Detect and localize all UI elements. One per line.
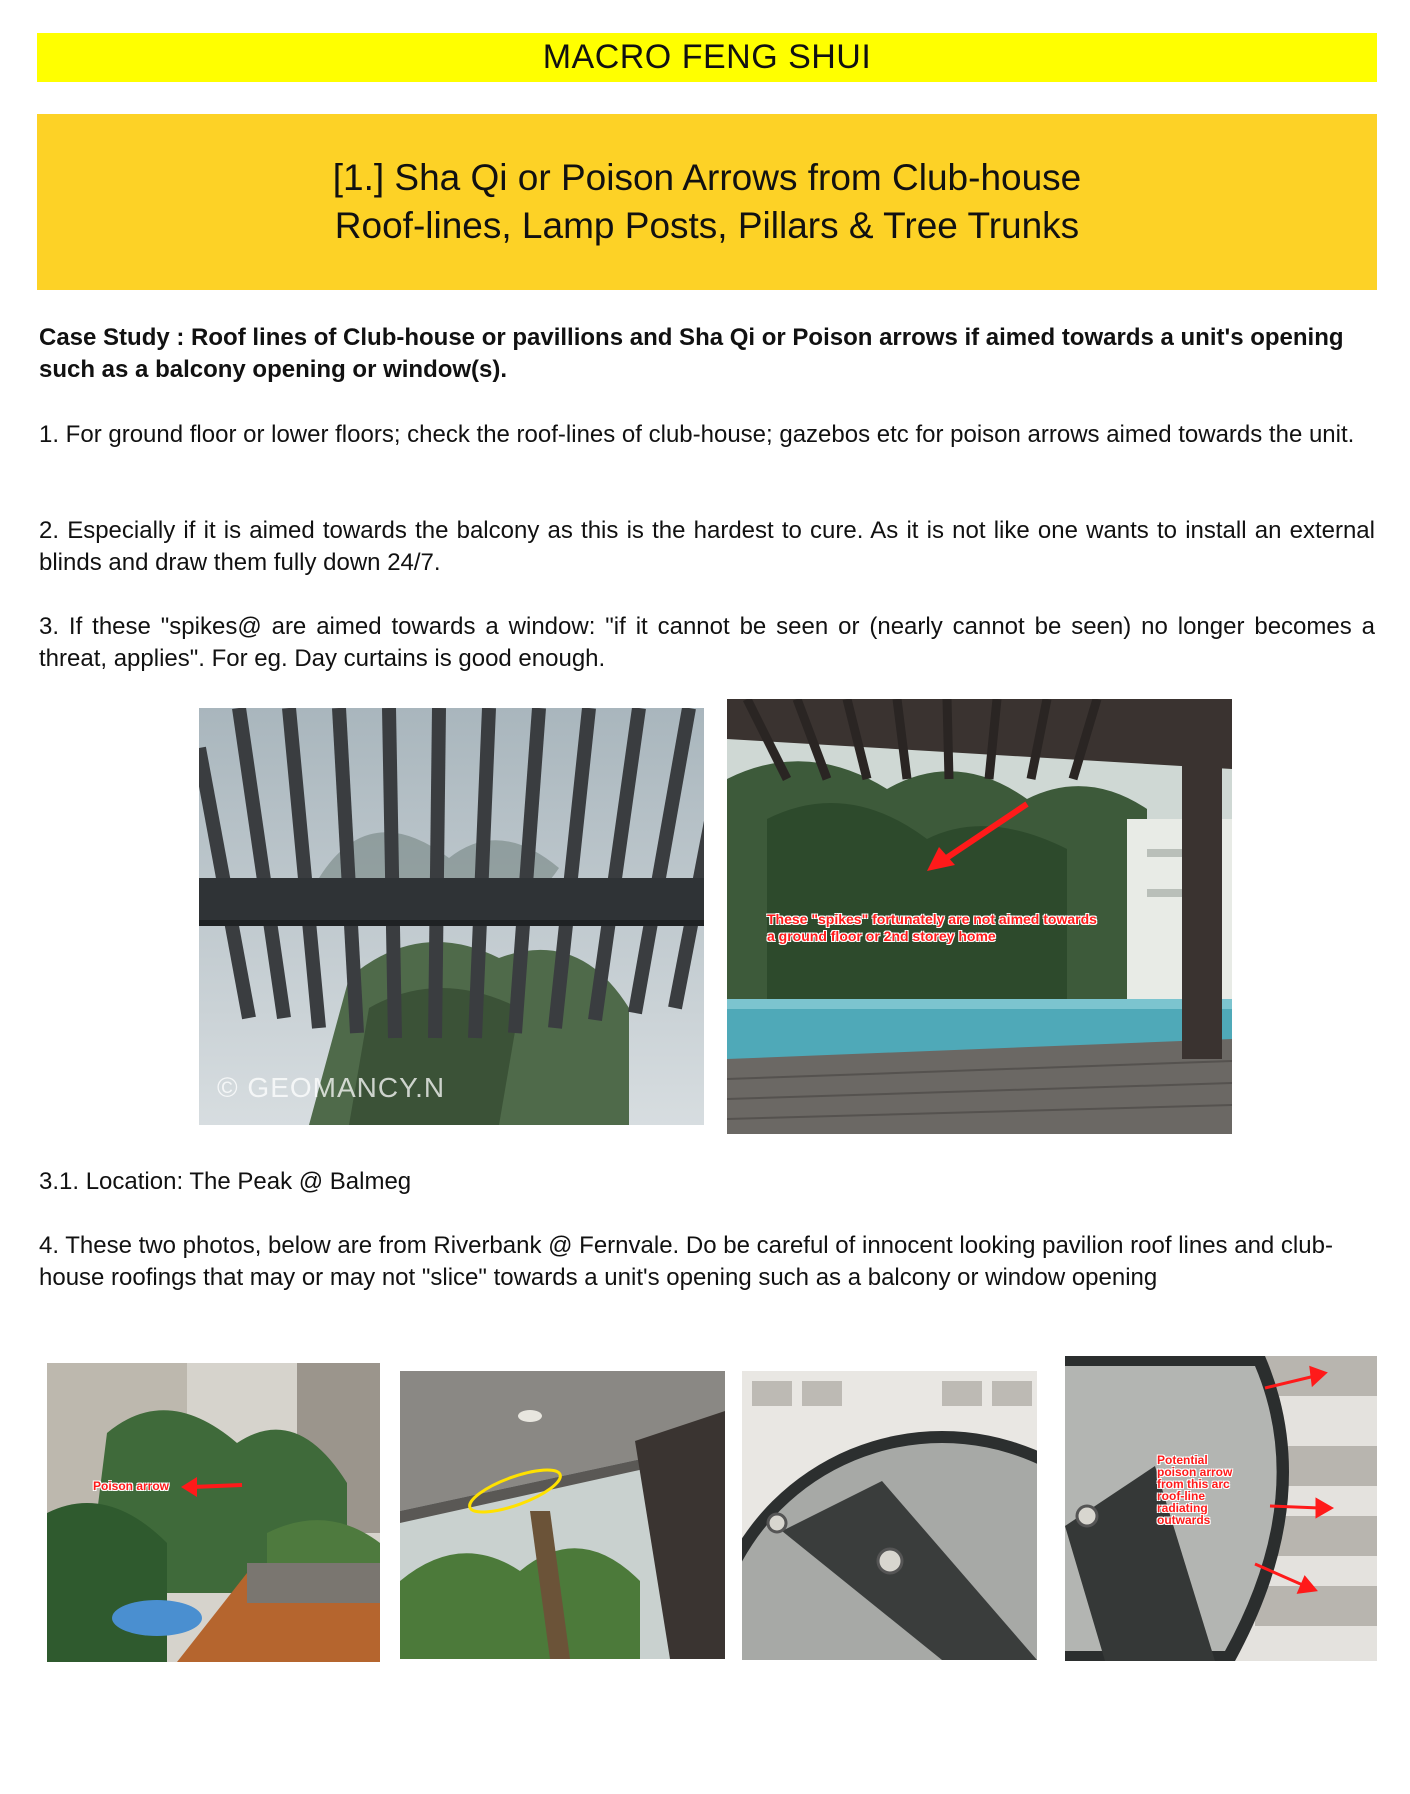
pergola-photo (199, 708, 704, 1125)
paragraph-2: 2. Especially if it is aimed towards the balcony as this is the hardest to cure. As it is not like one wants to install an external blinds and draw them fully down 24/7. (39, 517, 1375, 576)
arc-annotation-line: outwards (1157, 1513, 1211, 1527)
canopy-photo (400, 1371, 725, 1659)
arc-annotation-line: radiating (1157, 1501, 1208, 1515)
paragraph-1: 1. For ground floor or lower floors; check the roof-lines of club-house; gazebos etc for poison arrows aimed towards the unit. (39, 421, 1355, 448)
arc-roofline-photo (1065, 1356, 1377, 1661)
round-roof-photo (742, 1371, 1037, 1660)
section-heading-line2: Roof-lines, Lamp Posts, Pillars & Tree Trunks (334, 205, 1080, 246)
pool-caption-line2: a ground floor or 2nd storey home (767, 928, 996, 944)
poison-arrow-label: Poison arrow (93, 1479, 170, 1493)
playground-photo (47, 1363, 380, 1662)
location-line: 3.1. Location: The Peak @ Balmeg (39, 1168, 412, 1195)
section-heading-line1: [1.] Sha Qi or Poison Arrows from Club-house (332, 157, 1082, 198)
paragraph-4: 4. These two photos, below are from Riverbank @ Fernvale. Do be careful of innocent looking pavilion roof lines and club-house roofings that may or may not "slice" towards a unit's opening such as a balcony or window opening (39, 1232, 1333, 1291)
case-study-heading: Case Study : Roof lines of Club-house or pavillions and Sha Qi or Poison arrows if aimed towards a unit's opening such as a balcony opening or window(s). (39, 324, 1344, 383)
watermark-text: © GEOMANCY.N (217, 1072, 446, 1103)
arc-annotation-line: Potential (1157, 1453, 1208, 1467)
arc-annotation-line: from this arc (1157, 1477, 1230, 1491)
paragraph-3: 3. If these "spikes@ are aimed towards a window: "if it cannot be seen or (nearly cannot be seen) no longer becomes a threat, applies". For eg. Day curtains is good enough. (39, 613, 1375, 672)
page-title: MACRO FENG SHUI (542, 38, 872, 76)
pool-photo (727, 699, 1232, 1134)
arc-annotation-line: poison arrow (1157, 1465, 1233, 1479)
page-title-banner (37, 33, 1377, 82)
arc-annotation (1157, 1454, 1232, 1526)
arc-annotation-line: roof-line (1157, 1489, 1205, 1503)
section-heading-banner (37, 114, 1377, 290)
pool-caption-line1: These "spikes" fortunately are not aimed towards (767, 911, 1097, 927)
